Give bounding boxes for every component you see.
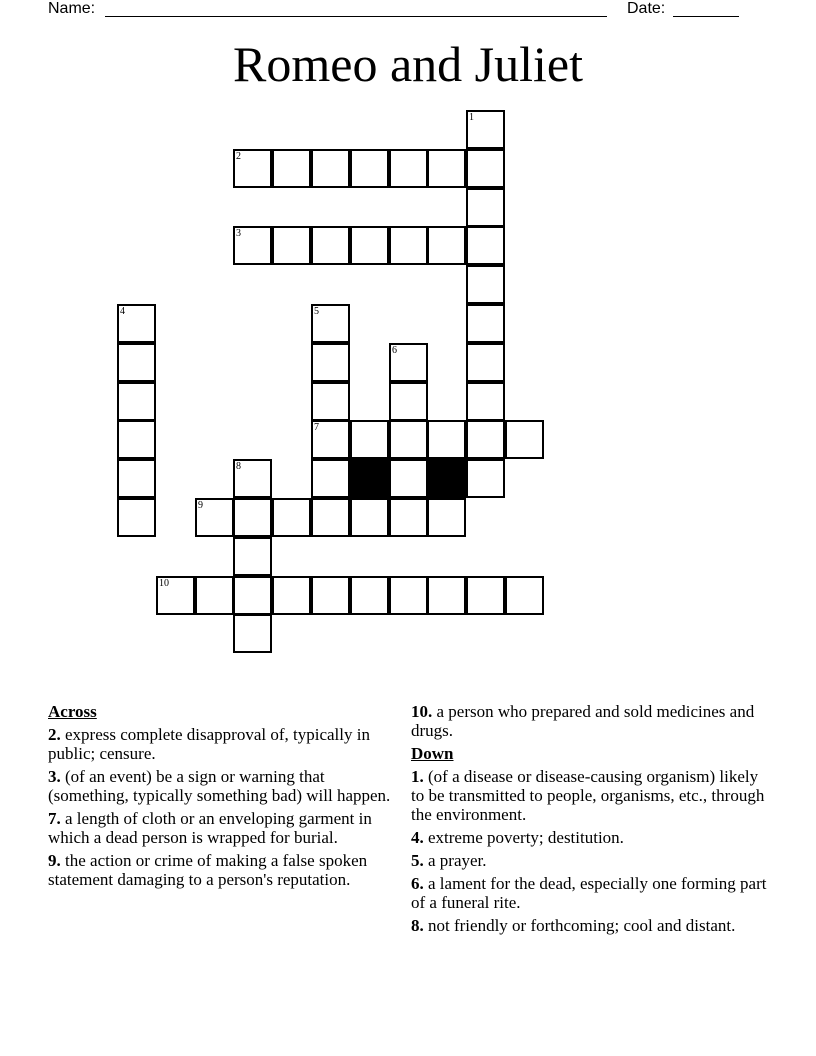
grid-cell[interactable]: [466, 576, 505, 615]
clue-across-3: 3. (of an event) be a sign or warning that (something, typically something bad) will happen.: [48, 767, 391, 805]
grid-cell[interactable]: [233, 149, 272, 188]
grid-cell[interactable]: [466, 459, 505, 498]
grid-cell[interactable]: [311, 226, 350, 265]
grid-cell[interactable]: [311, 149, 350, 188]
date-label: Date:: [627, 0, 666, 17]
clue-down-4: 4. extreme poverty; destitution.: [411, 828, 624, 847]
grid-cell[interactable]: [117, 459, 156, 498]
clue-across-10: 10. a person who prepared and sold medicines and drugs.: [411, 702, 755, 740]
clue-down-6: 6. a lament for the dead, especially one forming part of a funeral rite.: [411, 874, 767, 912]
grid-cell[interactable]: [311, 343, 350, 382]
clue-number: 6: [392, 345, 397, 356]
black-cell: [350, 459, 389, 498]
grid-cell[interactable]: [389, 498, 428, 537]
clue-number: 2: [236, 151, 241, 162]
grid-cell[interactable]: [466, 188, 505, 227]
grid-cell[interactable]: [272, 498, 311, 537]
grid-cell[interactable]: [466, 110, 505, 149]
grid-cell[interactable]: [195, 498, 234, 537]
across-heading: Across: [48, 702, 97, 721]
grid-cell[interactable]: [466, 304, 505, 343]
grid-cell[interactable]: [233, 614, 272, 653]
clue-down-5: 5. a prayer.: [411, 851, 487, 870]
grid-cell[interactable]: [272, 576, 311, 615]
grid-cell[interactable]: [389, 343, 428, 382]
grid-cell[interactable]: [311, 420, 350, 459]
grid-cell[interactable]: [389, 382, 428, 421]
grid-cell[interactable]: [272, 149, 311, 188]
grid-cell[interactable]: [117, 420, 156, 459]
grid-cell[interactable]: [272, 226, 311, 265]
clue-across-2: 2. express complete disapproval of, typically in public; censure.: [48, 725, 370, 763]
clue-number: 1: [469, 112, 474, 123]
grid-cell[interactable]: [466, 343, 505, 382]
grid-cell[interactable]: [466, 420, 505, 459]
grid-cell[interactable]: [505, 420, 544, 459]
grid-cell[interactable]: [350, 498, 389, 537]
grid-cell[interactable]: [117, 304, 156, 343]
grid-cell[interactable]: [233, 498, 272, 537]
grid-cell[interactable]: [427, 149, 466, 188]
grid-cell[interactable]: [233, 459, 272, 498]
grid-cell[interactable]: [427, 498, 466, 537]
grid-cell[interactable]: [389, 459, 428, 498]
clue-across-7: 7. a length of cloth or an enveloping garment in which a dead person is wrapped for burial.: [48, 809, 372, 847]
grid-cell[interactable]: [389, 226, 428, 265]
clue-across-9: 9. the action or crime of making a false spoken statement damaging to a person's reputation.: [48, 851, 368, 889]
grid-cell[interactable]: [389, 149, 428, 188]
grid-cell[interactable]: [233, 576, 272, 615]
grid-cell[interactable]: [350, 576, 389, 615]
grid-cell[interactable]: [389, 420, 428, 459]
clue-down-8: 8. not friendly or forthcoming; cool and distant.: [411, 916, 736, 935]
clue-number: 3: [236, 228, 241, 239]
grid-cell[interactable]: [427, 576, 466, 615]
clue-number: 5: [314, 306, 319, 317]
black-cell: [427, 459, 466, 498]
clue-number: 10: [159, 578, 169, 589]
grid-cell[interactable]: [466, 226, 505, 265]
grid-cell[interactable]: [350, 420, 389, 459]
grid-cell[interactable]: [117, 382, 156, 421]
clues-column-right: [411, 702, 771, 939]
grid-cell[interactable]: [466, 265, 505, 304]
grid-cell[interactable]: [350, 226, 389, 265]
clues-column-left: [48, 702, 393, 893]
clue-number: 8: [236, 461, 241, 472]
grid-cell[interactable]: [311, 576, 350, 615]
grid-cell[interactable]: [156, 576, 195, 615]
name-label: Name:: [48, 0, 96, 17]
grid-cell[interactable]: [233, 537, 272, 576]
grid-cell[interactable]: [311, 304, 350, 343]
clue-number: 7: [314, 422, 319, 433]
clue-down-1: 1. (of a disease or disease-causing organism) likely to be transmitted to people, organisms, etc., through the environment.: [411, 767, 765, 824]
grid-cell[interactable]: [350, 149, 389, 188]
grid-cell[interactable]: [427, 226, 466, 265]
down-heading: Down: [411, 744, 454, 763]
grid-cell[interactable]: [311, 382, 350, 421]
grid-cell[interactable]: [311, 498, 350, 537]
clue-number: 4: [120, 306, 125, 317]
grid-cell[interactable]: [466, 382, 505, 421]
grid-cell[interactable]: [505, 576, 544, 615]
grid-cell[interactable]: [117, 343, 156, 382]
grid-cell[interactable]: [117, 498, 156, 537]
page-title: Romeo and Juliet: [233, 36, 583, 92]
grid-cell[interactable]: [311, 459, 350, 498]
grid-cell[interactable]: [427, 420, 466, 459]
grid-cell[interactable]: [389, 576, 428, 615]
grid-cell[interactable]: [233, 226, 272, 265]
clue-number: 9: [198, 500, 203, 511]
grid-cell[interactable]: [195, 576, 234, 615]
grid-cell[interactable]: [466, 149, 505, 188]
